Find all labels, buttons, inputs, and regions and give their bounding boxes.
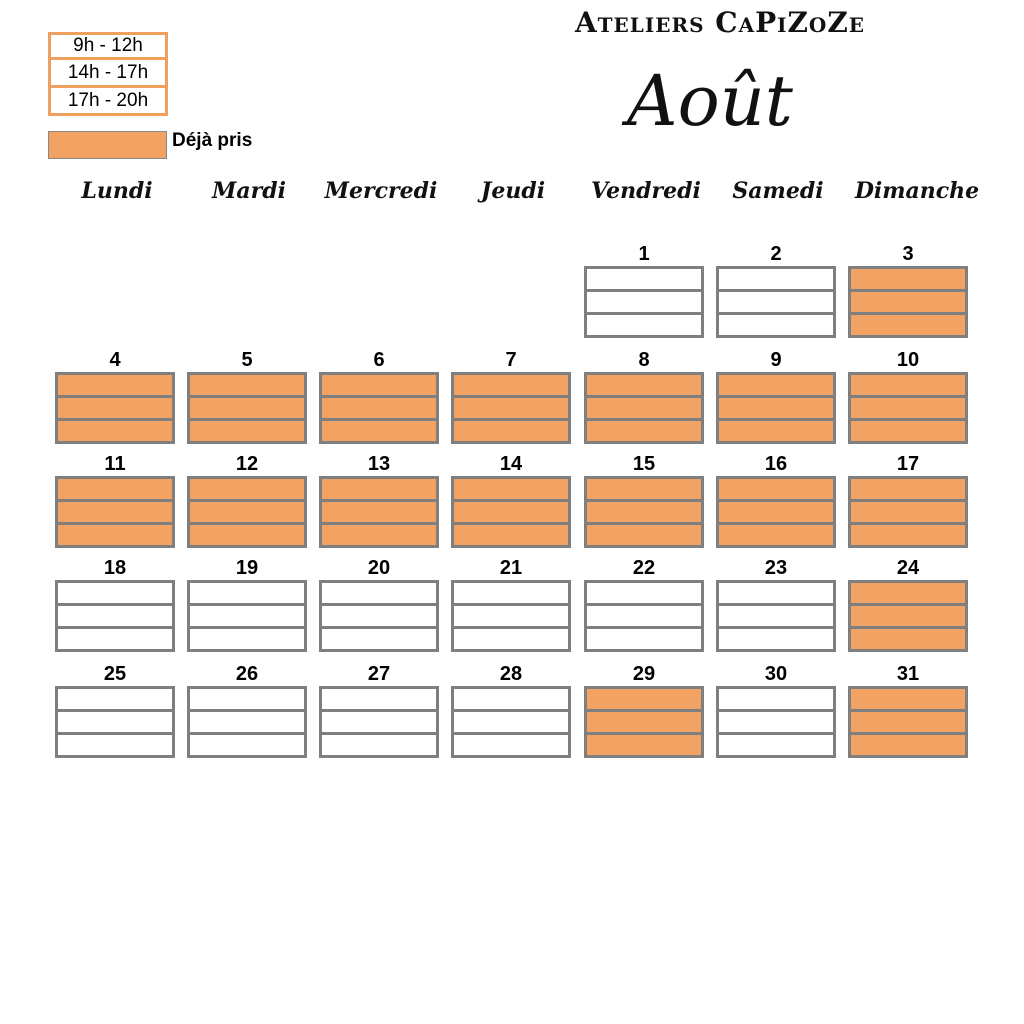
day-number: 26 xyxy=(235,663,259,685)
legend-slot-evening: 17h - 20h xyxy=(48,88,168,116)
day-slots xyxy=(451,372,571,444)
time-slot-evening[interactable] xyxy=(190,626,304,649)
day-number: 29 xyxy=(632,663,656,685)
time-slot-evening[interactable] xyxy=(58,626,172,649)
day-number: 18 xyxy=(103,557,127,579)
time-slot-morning[interactable] xyxy=(851,583,965,603)
day-cell[interactable] xyxy=(716,348,836,444)
day-slots xyxy=(451,686,571,758)
day-slots xyxy=(319,580,439,652)
time-slot-evening[interactable] xyxy=(454,732,568,755)
day-cell[interactable] xyxy=(584,348,704,444)
time-slot-evening[interactable] xyxy=(719,522,833,545)
day-slots xyxy=(584,266,704,338)
time-slot-evening[interactable] xyxy=(58,732,172,755)
day-slots xyxy=(584,372,704,444)
time-slot-afternoon[interactable] xyxy=(587,709,701,732)
day-cell[interactable] xyxy=(716,452,836,548)
time-slot-evening[interactable] xyxy=(719,732,833,755)
day-slots xyxy=(716,372,836,444)
time-slot-morning[interactable] xyxy=(851,269,965,289)
time-slot-evening[interactable] xyxy=(587,418,701,441)
taken-swatch xyxy=(48,131,167,159)
day-number: 23 xyxy=(764,557,788,579)
time-slot-evening[interactable] xyxy=(58,418,172,441)
time-slot-evening[interactable] xyxy=(719,418,833,441)
time-slot-evening[interactable] xyxy=(587,312,701,335)
time-slot-afternoon[interactable] xyxy=(719,395,833,418)
time-slot-afternoon[interactable] xyxy=(719,499,833,522)
day-slots xyxy=(55,476,175,548)
day-cell[interactable] xyxy=(848,662,968,758)
weekday-mardi: Mardi xyxy=(212,178,286,204)
day-number: 3 xyxy=(902,243,914,265)
day-number: 7 xyxy=(505,349,517,371)
day-slots xyxy=(55,580,175,652)
time-slot-evening[interactable] xyxy=(190,418,304,441)
day-slots xyxy=(848,372,968,444)
day-slots xyxy=(55,686,175,758)
legend-slot-afternoon: 14h - 17h xyxy=(48,60,168,88)
month-title: Août xyxy=(627,60,793,142)
day-cell[interactable] xyxy=(55,662,175,758)
day-number: 1 xyxy=(638,243,650,265)
time-slot-evening[interactable] xyxy=(719,312,833,335)
day-number: 30 xyxy=(764,663,788,685)
time-slot-morning[interactable] xyxy=(322,583,436,603)
weekday-jeudi: Jeudi xyxy=(480,178,546,204)
time-slot-afternoon[interactable] xyxy=(58,499,172,522)
time-slot-afternoon[interactable] xyxy=(190,603,304,626)
day-slots xyxy=(584,580,704,652)
day-slots xyxy=(187,476,307,548)
day-cell[interactable] xyxy=(848,556,968,652)
day-number: 10 xyxy=(896,349,920,371)
time-slot-morning[interactable] xyxy=(454,375,568,395)
day-slots xyxy=(584,686,704,758)
legend xyxy=(48,32,168,116)
day-slots xyxy=(716,266,836,338)
time-slot-afternoon[interactable] xyxy=(587,395,701,418)
time-slot-afternoon[interactable] xyxy=(719,709,833,732)
day-number: 6 xyxy=(373,349,385,371)
time-slot-evening[interactable] xyxy=(719,626,833,649)
day-slots xyxy=(319,476,439,548)
day-cell[interactable] xyxy=(451,662,571,758)
weekday-samedi: Samedi xyxy=(732,178,824,204)
legend-taken xyxy=(48,131,252,159)
time-slot-afternoon[interactable] xyxy=(719,289,833,312)
day-cell[interactable] xyxy=(716,556,836,652)
time-slot-morning[interactable] xyxy=(851,689,965,709)
time-slot-morning[interactable] xyxy=(58,375,172,395)
time-slot-morning[interactable] xyxy=(190,375,304,395)
day-cell[interactable] xyxy=(319,556,439,652)
time-slot-afternoon[interactable] xyxy=(719,603,833,626)
time-slot-afternoon[interactable] xyxy=(454,395,568,418)
time-slot-morning[interactable] xyxy=(719,479,833,499)
time-slot-morning[interactable] xyxy=(719,689,833,709)
time-slot-afternoon[interactable] xyxy=(454,709,568,732)
day-number: 8 xyxy=(638,349,650,371)
day-number: 17 xyxy=(896,453,920,475)
time-slot-evening[interactable] xyxy=(58,522,172,545)
time-slot-morning[interactable] xyxy=(587,269,701,289)
time-slot-afternoon[interactable] xyxy=(454,603,568,626)
day-number: 15 xyxy=(632,453,656,475)
time-slot-afternoon[interactable] xyxy=(587,499,701,522)
day-cell[interactable] xyxy=(848,348,968,444)
day-slots xyxy=(187,580,307,652)
day-number: 22 xyxy=(632,557,656,579)
day-slots xyxy=(55,372,175,444)
time-slot-afternoon[interactable] xyxy=(587,603,701,626)
time-slot-evening[interactable] xyxy=(190,522,304,545)
day-cell[interactable] xyxy=(584,452,704,548)
day-number: 5 xyxy=(241,349,253,371)
day-cell[interactable] xyxy=(716,662,836,758)
time-slot-evening[interactable] xyxy=(851,522,965,545)
time-slot-afternoon[interactable] xyxy=(58,709,172,732)
day-slots xyxy=(451,476,571,548)
time-slot-afternoon[interactable] xyxy=(322,709,436,732)
day-cell[interactable] xyxy=(584,556,704,652)
day-number: 12 xyxy=(235,453,259,475)
time-slot-evening[interactable] xyxy=(587,522,701,545)
day-cell[interactable] xyxy=(848,452,968,548)
day-number: 4 xyxy=(109,349,121,371)
time-slot-morning[interactable] xyxy=(719,583,833,603)
time-slot-morning[interactable] xyxy=(322,479,436,499)
day-slots xyxy=(187,372,307,444)
day-cell[interactable] xyxy=(848,242,968,338)
time-slot-evening[interactable] xyxy=(322,732,436,755)
time-slot-morning[interactable] xyxy=(454,479,568,499)
day-cell[interactable] xyxy=(187,452,307,548)
day-cell[interactable] xyxy=(584,242,704,338)
time-slot-morning[interactable] xyxy=(719,269,833,289)
day-cell[interactable] xyxy=(451,556,571,652)
time-slot-afternoon[interactable] xyxy=(587,289,701,312)
time-slot-morning[interactable] xyxy=(58,479,172,499)
time-slot-evening[interactable] xyxy=(454,522,568,545)
day-cell[interactable] xyxy=(187,662,307,758)
weekday-vendredi: Vendredi xyxy=(591,178,701,204)
time-slot-evening[interactable] xyxy=(454,418,568,441)
day-cell[interactable] xyxy=(55,452,175,548)
time-slot-evening[interactable] xyxy=(322,522,436,545)
time-slot-afternoon[interactable] xyxy=(322,499,436,522)
time-slot-evening[interactable] xyxy=(322,626,436,649)
day-slots xyxy=(848,476,968,548)
taken-label: Déjà pris xyxy=(172,130,253,151)
time-slot-evening[interactable] xyxy=(454,626,568,649)
day-slots xyxy=(716,686,836,758)
time-slot-morning[interactable] xyxy=(719,375,833,395)
day-slots xyxy=(848,686,968,758)
day-number: 16 xyxy=(764,453,788,475)
day-number: 25 xyxy=(103,663,127,685)
time-slot-afternoon[interactable] xyxy=(190,395,304,418)
day-number: 20 xyxy=(367,557,391,579)
day-cell[interactable] xyxy=(584,662,704,758)
time-slot-morning[interactable] xyxy=(454,583,568,603)
time-slot-evening[interactable] xyxy=(587,626,701,649)
day-cell[interactable] xyxy=(451,452,571,548)
day-slots xyxy=(319,372,439,444)
day-slots xyxy=(716,476,836,548)
day-cell[interactable] xyxy=(716,242,836,338)
day-number: 2 xyxy=(770,243,782,265)
time-slot-morning[interactable] xyxy=(58,583,172,603)
time-slot-afternoon[interactable] xyxy=(851,709,965,732)
time-slot-afternoon[interactable] xyxy=(58,603,172,626)
day-cell[interactable] xyxy=(319,348,439,444)
time-slot-afternoon[interactable] xyxy=(851,499,965,522)
time-slot-afternoon[interactable] xyxy=(322,603,436,626)
time-slot-morning[interactable] xyxy=(322,375,436,395)
time-slot-morning[interactable] xyxy=(58,689,172,709)
time-slot-afternoon[interactable] xyxy=(190,499,304,522)
day-number: 24 xyxy=(896,557,920,579)
day-cell[interactable] xyxy=(55,348,175,444)
time-slot-morning[interactable] xyxy=(587,583,701,603)
time-slot-evening[interactable] xyxy=(322,418,436,441)
time-slot-morning[interactable] xyxy=(454,689,568,709)
time-slot-afternoon[interactable] xyxy=(851,289,965,312)
time-slot-morning[interactable] xyxy=(587,479,701,499)
day-slots xyxy=(848,580,968,652)
day-slots xyxy=(848,266,968,338)
time-slot-morning[interactable] xyxy=(587,689,701,709)
day-number: 27 xyxy=(367,663,391,685)
time-slot-afternoon[interactable] xyxy=(58,395,172,418)
day-cell[interactable] xyxy=(187,556,307,652)
time-slot-morning[interactable] xyxy=(190,479,304,499)
weekday-dimanche: Dimanche xyxy=(854,178,980,204)
day-cell[interactable] xyxy=(319,662,439,758)
day-cell[interactable] xyxy=(451,348,571,444)
day-number: 9 xyxy=(770,349,782,371)
day-number: 31 xyxy=(896,663,920,685)
day-cell[interactable] xyxy=(55,556,175,652)
time-slot-afternoon[interactable] xyxy=(190,709,304,732)
weekday-mercredi: Mercredi xyxy=(324,178,438,204)
time-slot-morning[interactable] xyxy=(851,479,965,499)
day-slots xyxy=(187,686,307,758)
day-number: 28 xyxy=(499,663,523,685)
time-slot-morning[interactable] xyxy=(851,375,965,395)
day-number: 21 xyxy=(499,557,523,579)
day-slots xyxy=(451,580,571,652)
legend-slot-morning: 9h - 12h xyxy=(48,32,168,60)
day-number: 11 xyxy=(104,453,126,475)
time-slot-morning[interactable] xyxy=(190,689,304,709)
time-slot-afternoon[interactable] xyxy=(322,395,436,418)
brand-title: Ateliers CaPiZoZe xyxy=(574,6,866,39)
day-slots xyxy=(716,580,836,652)
time-slot-evening[interactable] xyxy=(851,732,965,755)
time-slot-evening[interactable] xyxy=(851,418,965,441)
day-cell[interactable] xyxy=(187,348,307,444)
time-slot-evening[interactable] xyxy=(851,626,965,649)
time-slot-morning[interactable] xyxy=(190,583,304,603)
day-number: 14 xyxy=(499,453,523,475)
time-slot-afternoon[interactable] xyxy=(851,603,965,626)
time-slot-afternoon[interactable] xyxy=(851,395,965,418)
day-number: 19 xyxy=(235,557,259,579)
day-number: 13 xyxy=(367,453,391,475)
time-slot-afternoon[interactable] xyxy=(454,499,568,522)
day-slots xyxy=(584,476,704,548)
time-slot-morning[interactable] xyxy=(322,689,436,709)
time-slot-evening[interactable] xyxy=(587,732,701,755)
time-slot-evening[interactable] xyxy=(190,732,304,755)
weekday-lundi: Lundi xyxy=(81,178,153,204)
day-cell[interactable] xyxy=(319,452,439,548)
time-slot-evening[interactable] xyxy=(851,312,965,335)
day-slots xyxy=(319,686,439,758)
time-slot-morning[interactable] xyxy=(587,375,701,395)
